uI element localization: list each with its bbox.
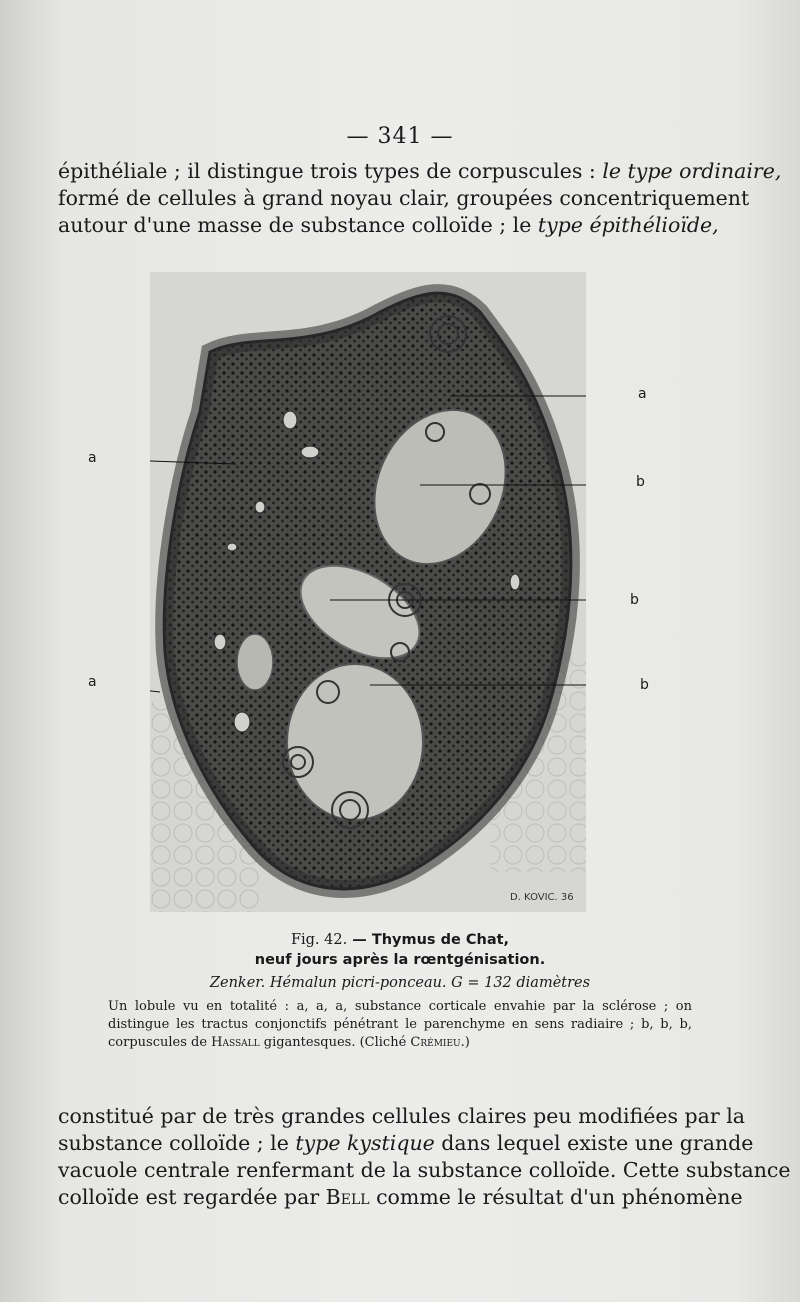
label-a-left-lower: a	[88, 674, 97, 690]
label-b-right-1: b	[636, 474, 645, 490]
caption-method: Zenker. Hémalun picri-ponceau. G = 132 diamètres	[209, 975, 591, 991]
caption-title: Fig. 42. — Thymus de Chat, neuf jours après la rœntgénisation.	[254, 932, 546, 968]
bottom-line-1: constitué par de très grandes cellules claires peu modifiées par la	[58, 1104, 745, 1128]
page-number: — 341 —	[346, 124, 454, 149]
label-b-right-2: b	[630, 592, 639, 608]
top-line-2: formé de cellules à grand noyau clair, groupées concentriquement	[58, 186, 750, 210]
label-b-right-3: b	[640, 677, 649, 693]
top-line-1: épithéliale ; il distingue trois types de corpuscules : le type ordinaire,	[58, 159, 782, 183]
label-a-top-right: a	[638, 386, 647, 402]
figure-caption	[108, 930, 692, 1052]
top-paragraph	[58, 158, 782, 239]
corpuscle-lower	[287, 664, 423, 820]
top-line-3: autour d'une masse de substance colloïde ; le type épithélioïde,	[58, 213, 719, 237]
artist-signature: D. KOVIC. 36	[510, 892, 574, 903]
thymus-lobule-illustration	[150, 272, 586, 912]
bottom-paragraph	[58, 1103, 791, 1211]
thymus-figure	[150, 272, 586, 912]
bottom-line-4: colloïde est regardée par Bell comme le résultat d'un phénomène	[58, 1185, 743, 1209]
caption-description: Un lobule vu en totalité : a, a, a, substance corticale envahie par la sclérose ; on distingue les tractus conjonctifs pénétrant le parenchyme en sens radiaire ; b, b, b, corpuscules de Hassall gigantesques. (Cliché Crémieu.)	[108, 999, 692, 1050]
label-a-left-upper: a	[88, 450, 97, 466]
bottom-line-3: vacuole centrale renfermant de la substance colloïde. Cette substance	[58, 1158, 791, 1182]
bottom-line-2: substance colloïde ; le type kystique dans lequel existe une grande	[58, 1131, 754, 1155]
